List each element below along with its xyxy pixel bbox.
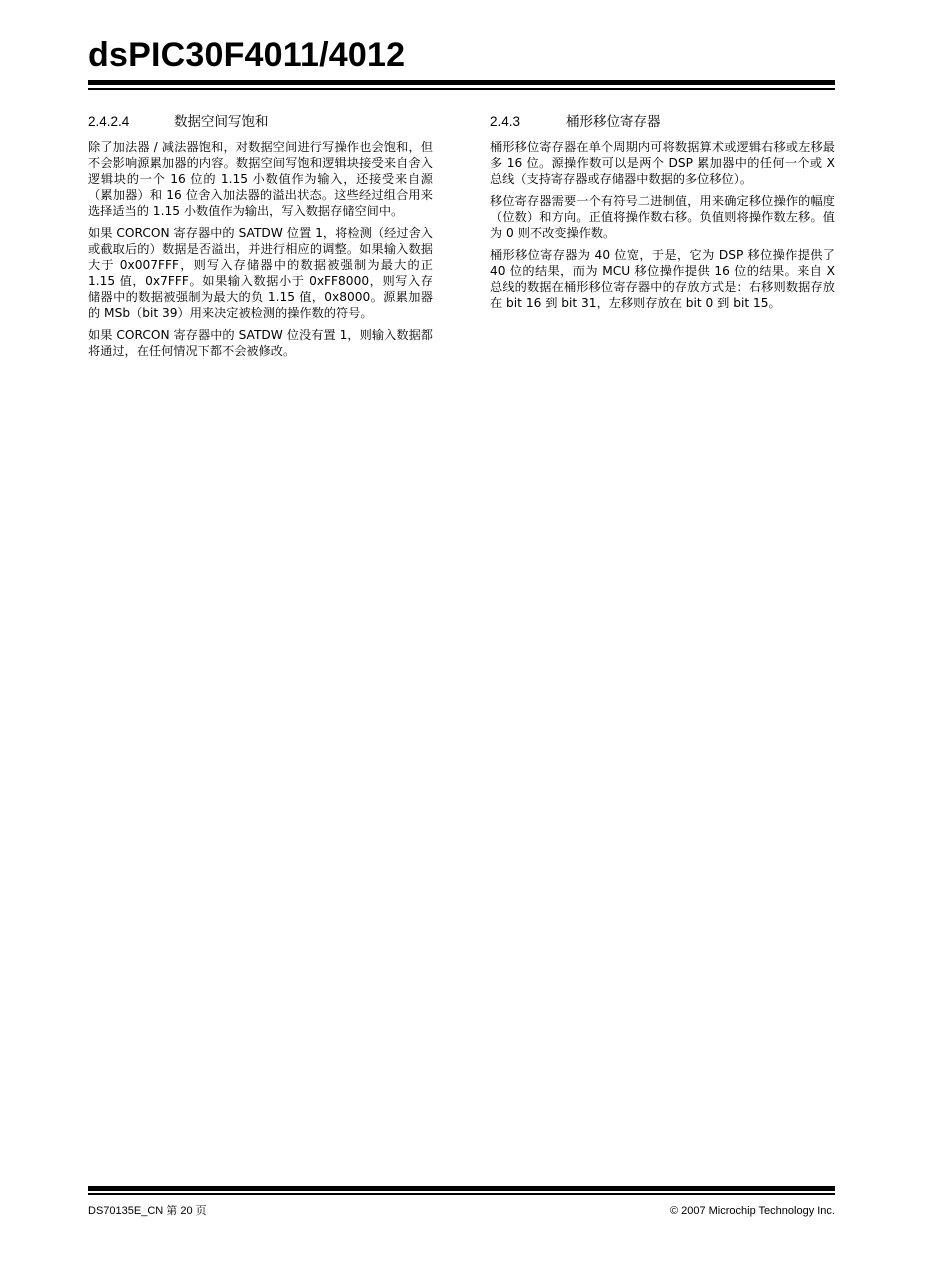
footer-rule-thick bbox=[88, 1186, 835, 1191]
section-number: 2.4.2.4 bbox=[88, 114, 130, 129]
paragraph: 移位寄存器需要一个有符号二进制值，用来确定移位操作的幅度（位数）和方向。正值将操作数右移。负值则将操作数左移。值为 0 则不改变操作数。 bbox=[490, 194, 835, 240]
section-title: 数据空间写饱和 bbox=[174, 114, 269, 130]
footer-rule-thin bbox=[88, 1193, 835, 1195]
header-rule-thick bbox=[88, 80, 835, 85]
section-heading-2-4-2-4 bbox=[88, 112, 433, 132]
footer-copyright: © 2007 Microchip Technology Inc. bbox=[669, 1205, 835, 1217]
left-column bbox=[88, 112, 433, 365]
section-title: 桶形移位寄存器 bbox=[566, 114, 661, 130]
section-number: 2.4.3 bbox=[490, 114, 521, 129]
header-rule-thin bbox=[88, 88, 835, 90]
right-column bbox=[490, 112, 835, 317]
document-title: dsPIC30F4011/4012 bbox=[88, 36, 406, 74]
paragraph: 除了加法器 / 减法器饱和，对数据空间进行写操作也会饱和，但不会影响源累加器的内容。数据空间写饱和逻辑块接受来自舍入逻辑块的一个 16 位的 1.15 小数值作为输入，还接受来自源（累加器）和 16 位舍入加法器的溢出状态。这些经过组合用来选择适当的 1.15 小数值作为输出，写入数据存储空间中。 bbox=[88, 140, 433, 218]
paragraph: 如果 CORCON 寄存器中的 SATDW 位置 1，将检测（经过舍入或截取后的）数据是否溢出，并进行相应的调整。如果输入数据大于 0x007FFF，则写入存储器中的数据被强制为最大的正 1.15 值，0x7FFF。如果输入数据小于 0xFF8000，则写入存储器中的数据被强制为最大的负 1.15 值，0x8000。源累加器的 MSb（bit 39）用来决定被检测的操作数的符号。 bbox=[88, 226, 433, 320]
paragraph: 如果 CORCON 寄存器中的 SATDW 位没有置 1，则输入数据都将通过，在任何情况下都不会被修改。 bbox=[88, 328, 433, 358]
footer-doc-id: DS70135E_CN 第 20 页 bbox=[88, 1205, 207, 1217]
section-heading-2-4-3 bbox=[490, 112, 835, 132]
paragraph: 桶形移位寄存器为 40 位宽，于是，它为 DSP 移位操作提供了 40 位的结果，而为 MCU 移位操作提供 16 位的结果。来自 X 总线的数据在桶形移位寄存器中的存放方式是：右移则数据存放在 bit 16 到 bit 31，左移则存放在 bit 0 到 bit 15。 bbox=[490, 248, 835, 310]
paragraph: 桶形移位寄存器在单个周期内可将数据算术或逻辑右移或左移最多 16 位。源操作数可以是两个 DSP 累加器中的任何一个或 X 总线（支持寄存器或存储器中数据的多位移位）。 bbox=[490, 140, 835, 186]
